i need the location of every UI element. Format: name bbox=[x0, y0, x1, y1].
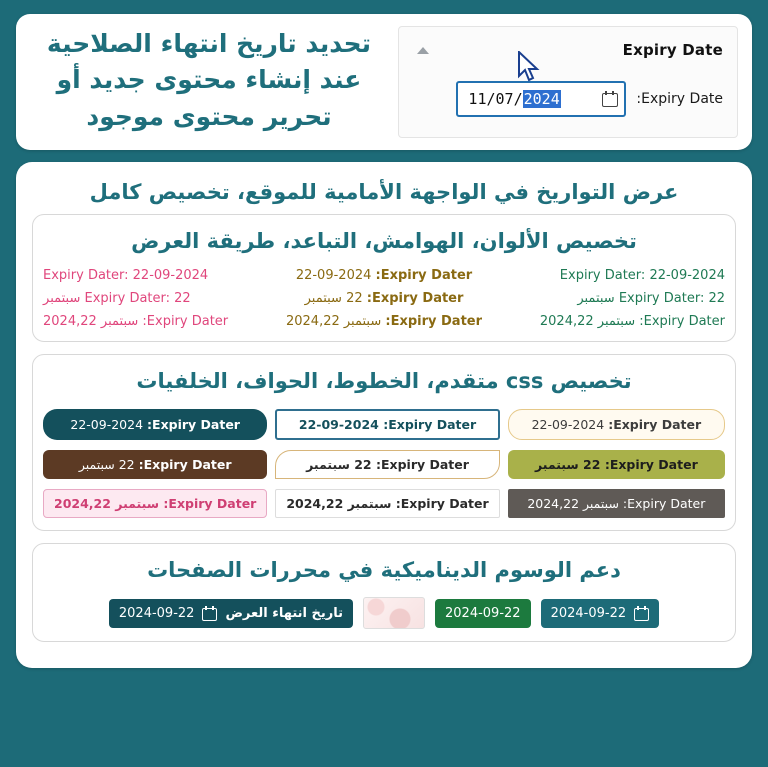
expiry-date-metabox bbox=[398, 26, 738, 138]
hero-card bbox=[16, 14, 752, 150]
tag-label: تاريخ انتهاء العرض bbox=[225, 605, 343, 621]
css-chip: Expiry Dater: سبتمبر 2024,22 bbox=[43, 489, 267, 518]
color-sample-brown-1: Expiry Dater: 22-09-2024 bbox=[295, 268, 473, 284]
css-chip: Expiry Dater: 22 سبتمبر bbox=[43, 450, 267, 479]
color-sample-brown-2: Expiry Dater: 22 سبتمبر bbox=[304, 291, 464, 307]
section-tags-title: دعم الوسوم الديناميكية في محررات الصفحات bbox=[147, 557, 621, 582]
section-css-title: تخصيص css متقدم، الخطوط، الحواف، الخلفيات bbox=[136, 369, 632, 394]
tag-date: 2024-09-22 bbox=[118, 605, 195, 621]
section-dynamic-tags bbox=[32, 543, 736, 642]
color-sample-green-3: Expiry Dater: سبتمبر 2024,22 bbox=[539, 314, 725, 330]
tag-date: 2024-09-22 bbox=[445, 605, 521, 621]
dynamic-tag bbox=[109, 599, 353, 628]
css-chip: Expiry Dater: 22-09-2024 bbox=[43, 409, 267, 440]
css-chip-grid bbox=[43, 409, 725, 518]
caret-up-icon[interactable] bbox=[417, 47, 429, 54]
css-chip: Expiry Dater: 22-09-2024 bbox=[275, 409, 499, 440]
colors-grid bbox=[43, 268, 725, 329]
css-chip: Expiry Dater: 22 سبتمبر bbox=[508, 450, 725, 479]
calendar-icon[interactable] bbox=[602, 91, 618, 107]
color-sample-brown-3: Expiry Dater: سبتمبر 2024,22 bbox=[285, 314, 483, 330]
css-chip: Expiry Dater: سبتمبر 2024,22 bbox=[508, 489, 725, 518]
color-sample-pink-3: Expiry Dater: سبتمبر 2024,22 bbox=[43, 314, 229, 330]
thumbnail-image bbox=[363, 597, 425, 629]
date-value: 11/07/2024 bbox=[468, 90, 560, 108]
tag-date: 2024-09-22 bbox=[550, 605, 627, 621]
expiry-date-input[interactable] bbox=[456, 81, 626, 117]
color-sample-pink-2: Expiry Dater: 22 سبتمبر bbox=[43, 291, 191, 307]
features-card bbox=[16, 162, 752, 668]
hero-headline: تحديد تاريخ انتهاء الصلاحية عند إنشاء محتوى جديد أو تحرير محتوى موجود bbox=[46, 29, 372, 131]
section-colors-title: تخصيص الألوان، الهوامش، التباعد، طريقة العرض bbox=[131, 229, 637, 253]
color-sample-green-2: Expiry Dater: 22 سبتمبر bbox=[577, 291, 725, 307]
section-css bbox=[32, 354, 736, 530]
calendar-icon bbox=[202, 606, 217, 621]
color-sample-pink-1: Expiry Dater: 22-09-2024 bbox=[43, 268, 209, 284]
metabox-header bbox=[413, 41, 723, 59]
css-chip: Expiry Dater: سبتمبر 2024,22 bbox=[275, 489, 499, 518]
dynamic-tag bbox=[541, 599, 660, 628]
date-year-selection: 2024 bbox=[523, 90, 560, 108]
features-title: عرض التواريخ في الواجهة الأمامية للموقع، تخصيص كامل bbox=[89, 180, 679, 204]
css-chip: Expiry Dater: 22-09-2024 bbox=[508, 409, 725, 440]
css-chip: Expiry Dater: 22 سبتمبر bbox=[275, 450, 499, 479]
color-sample-green-1: Expiry Dater: 22-09-2024 bbox=[559, 268, 725, 284]
calendar-icon bbox=[634, 606, 649, 621]
section-colors bbox=[32, 214, 736, 342]
expiry-date-field-row bbox=[413, 81, 723, 117]
tags-row bbox=[43, 597, 725, 629]
expiry-date-label: :Expiry Date bbox=[636, 91, 723, 107]
hero-headline-wrap bbox=[30, 26, 388, 135]
metabox-title: Expiry Date bbox=[622, 41, 723, 59]
dynamic-tag bbox=[435, 599, 531, 628]
